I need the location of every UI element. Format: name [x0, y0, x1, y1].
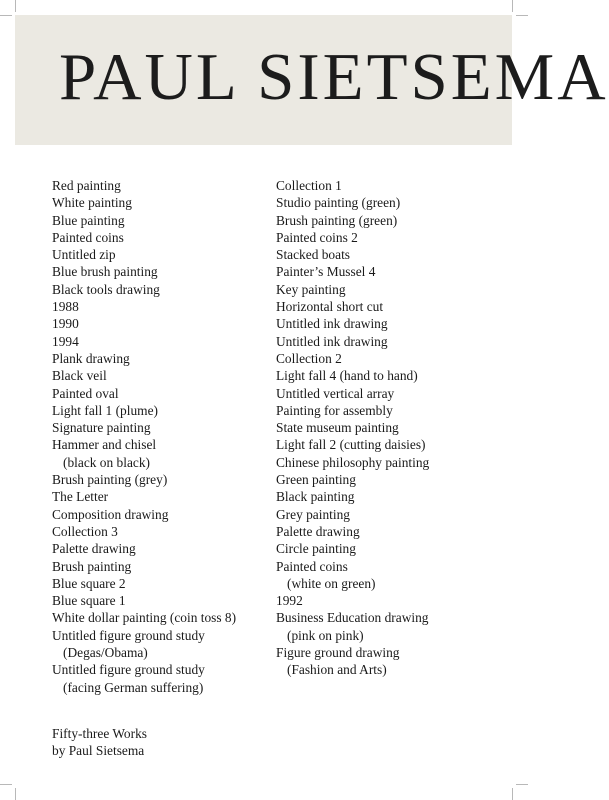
work-title	[276, 558, 506, 593]
work-title-text: Chinese philosophy painting	[276, 454, 430, 470]
work-title-text: Blue painting	[52, 212, 125, 228]
work-title	[52, 627, 277, 662]
work-title-text: Circle painting	[276, 541, 356, 557]
page-title: PAUL SIETSEMA	[59, 40, 609, 114]
work-title-text: 1992	[276, 593, 303, 609]
crop-mark	[516, 784, 528, 785]
work-title	[52, 575, 277, 592]
colophon	[52, 725, 147, 760]
work-title	[52, 246, 277, 263]
work-title	[52, 540, 277, 557]
work-title-text: 1988	[52, 299, 79, 315]
crop-mark	[512, 0, 513, 12]
work-title-text: Untitled figure ground study	[52, 662, 205, 678]
work-title-text: Red painting	[52, 178, 121, 193]
work-title-text: Key painting	[276, 281, 346, 297]
work-title-text: Collection 3	[52, 523, 118, 539]
work-title-text: Untitled ink drawing	[276, 316, 388, 332]
work-title-text: Black painting	[276, 489, 355, 505]
work-title	[52, 558, 277, 575]
crop-mark	[516, 15, 528, 16]
work-title-text: Grey painting	[276, 506, 351, 522]
work-title	[52, 281, 277, 298]
work-title	[276, 367, 506, 384]
work-subtitle: (facing German suffering)	[63, 679, 204, 695]
work-title-text: State museum painting	[276, 420, 399, 436]
work-title-text: Plank drawing	[52, 350, 130, 366]
work-title-text: Palette drawing	[52, 541, 136, 557]
work-title	[276, 609, 506, 644]
work-title-text: Painter’s Mussel 4	[276, 264, 376, 280]
work-title	[276, 246, 506, 263]
work-title-text: Collection 1	[276, 178, 342, 193]
work-title	[52, 385, 277, 402]
work-title	[276, 263, 506, 280]
work-title	[276, 592, 506, 609]
work-title	[52, 471, 277, 488]
work-title-text: Horizontal short cut	[276, 299, 384, 315]
work-title	[52, 315, 277, 332]
work-title	[52, 333, 277, 350]
colophon-line-1: Fifty-three Works	[52, 726, 147, 741]
work-title	[276, 194, 506, 211]
work-title-text: Light fall 4 (hand to hand)	[276, 368, 418, 384]
work-title	[276, 212, 506, 229]
work-title	[276, 506, 506, 523]
work-title	[52, 194, 277, 211]
work-title	[276, 419, 506, 436]
work-title	[52, 177, 277, 194]
work-subtitle: (white on green)	[287, 575, 376, 591]
work-title-text: Untitled figure ground study	[52, 627, 205, 643]
work-title	[276, 298, 506, 315]
work-title-text: 1994	[52, 333, 79, 349]
work-title-text: White painting	[52, 195, 132, 211]
work-title	[52, 298, 277, 315]
work-title-text: Blue brush painting	[52, 264, 158, 280]
crop-mark	[512, 788, 513, 800]
work-title-text: Figure ground drawing	[276, 645, 400, 661]
colophon-line-2: by Paul Sietsema	[52, 743, 145, 759]
work-title-text: Painting for assembly	[276, 402, 393, 418]
work-title-text: Palette drawing	[276, 523, 360, 539]
work-title-text: Green painting	[276, 472, 356, 488]
work-title	[52, 523, 277, 540]
work-title	[276, 436, 506, 453]
work-title-text: Untitled vertical array	[276, 385, 395, 401]
work-title	[52, 609, 277, 626]
work-title	[52, 402, 277, 419]
work-title	[276, 644, 506, 679]
work-title-text: White dollar painting (coin toss 8)	[52, 610, 237, 626]
work-title	[276, 488, 506, 505]
work-title	[276, 229, 506, 246]
work-title	[276, 350, 506, 367]
works-list-right	[276, 177, 506, 679]
work-title	[276, 402, 506, 419]
work-title-text: Light fall 2 (cutting daisies)	[276, 437, 426, 453]
work-title	[52, 436, 277, 471]
work-title	[276, 523, 506, 540]
work-title-text: Blue square 2	[52, 575, 126, 591]
work-title-text: Black tools drawing	[52, 281, 160, 297]
work-title	[52, 592, 277, 609]
work-title-text: Painted coins 2	[276, 229, 358, 245]
work-title	[276, 315, 506, 332]
work-title	[276, 333, 506, 350]
work-title-text: The Letter	[52, 489, 109, 505]
crop-mark	[0, 784, 12, 785]
work-subtitle: (Fashion and Arts)	[287, 662, 387, 678]
work-title	[52, 350, 277, 367]
works-list-left	[52, 177, 277, 696]
work-title-text: Stacked boats	[276, 247, 351, 263]
work-title-text: Composition drawing	[52, 506, 169, 522]
work-title	[52, 506, 277, 523]
work-title-text: Painted coins	[276, 558, 348, 574]
work-title-text: Blue square 1	[52, 593, 126, 609]
work-title-text: Painted oval	[52, 385, 119, 401]
work-title-text: Untitled ink drawing	[276, 333, 388, 349]
work-subtitle: (pink on pink)	[287, 627, 364, 643]
work-title-text: Business Education drawing	[276, 610, 429, 626]
work-title	[276, 281, 506, 298]
work-title	[276, 177, 506, 194]
work-title-text: Black veil	[52, 368, 107, 384]
work-title	[276, 385, 506, 402]
crop-mark	[0, 15, 12, 16]
work-title	[52, 229, 277, 246]
work-title	[52, 212, 277, 229]
work-title-text: Light fall 1 (plume)	[52, 402, 158, 418]
work-subtitle: (black on black)	[63, 454, 150, 470]
crop-mark	[15, 0, 16, 12]
work-title	[52, 661, 277, 696]
work-title	[52, 488, 277, 505]
work-title-text: Signature painting	[52, 420, 151, 436]
work-title-text: 1990	[52, 316, 79, 332]
work-title-text: Brush painting (grey)	[52, 472, 168, 488]
work-title-text: Brush painting (green)	[276, 212, 398, 228]
work-title	[276, 471, 506, 488]
crop-mark	[15, 788, 16, 800]
work-title	[276, 540, 506, 557]
work-title-text: Painted coins	[52, 229, 124, 245]
work-title	[276, 454, 506, 471]
work-title-text: Brush painting	[52, 558, 132, 574]
work-title-text: Studio painting (green)	[276, 195, 401, 211]
work-title	[52, 263, 277, 280]
work-title	[52, 419, 277, 436]
work-title-text: Untitled zip	[52, 247, 116, 263]
title-band	[15, 15, 609, 145]
work-title-text: Hammer and chisel	[52, 437, 157, 453]
work-subtitle: (Degas/Obama)	[63, 645, 148, 661]
work-title-text: Collection 2	[276, 350, 342, 366]
work-title	[52, 367, 277, 384]
